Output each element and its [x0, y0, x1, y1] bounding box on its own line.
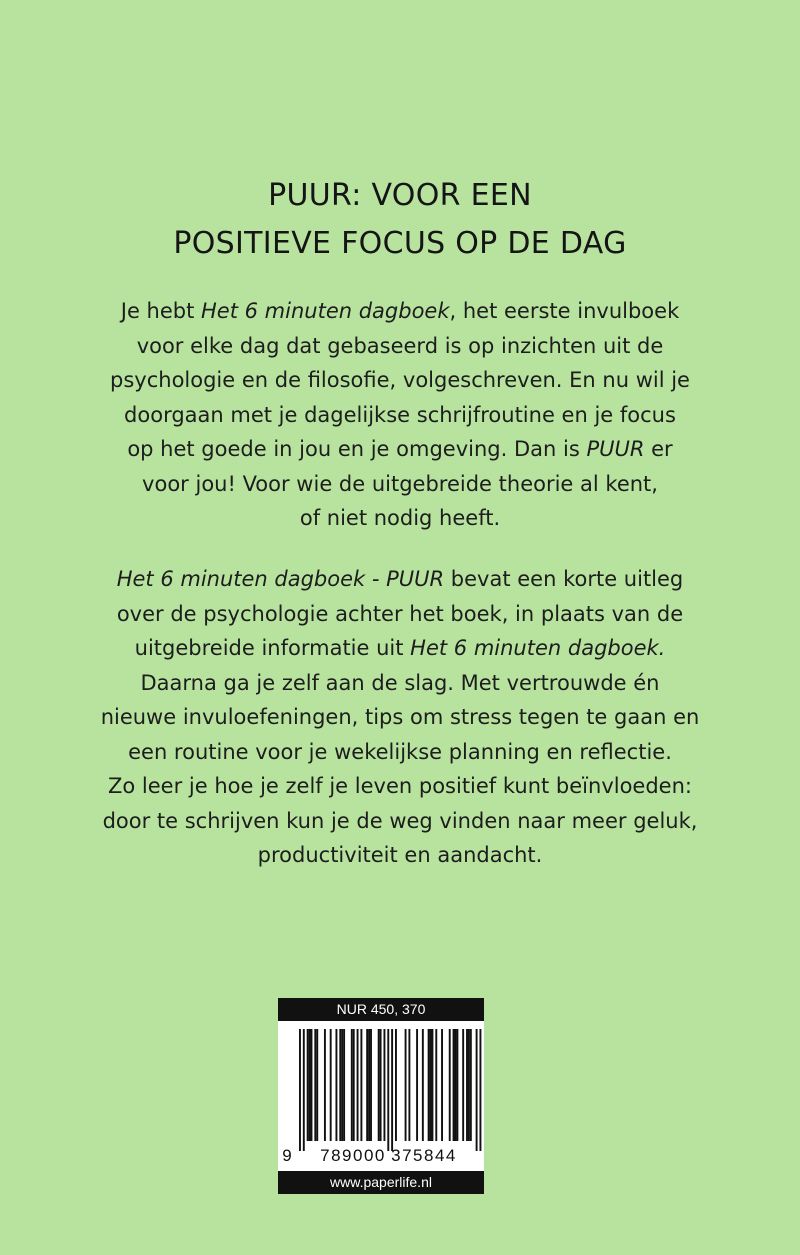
barcode-bar	[405, 1029, 407, 1141]
barcode-bar	[324, 1029, 326, 1141]
barcode-bar	[380, 1029, 382, 1141]
title-line-2: POSITIEVE FOCUS OP DE DAG	[173, 226, 627, 261]
barcode-guard-bar	[476, 1029, 478, 1151]
text-line: of niet nodig heeft.	[299, 506, 501, 530]
isbn-left-group: 789000	[320, 1146, 386, 1165]
book-title-italic: Het 6 minuten dagboek.	[410, 636, 666, 660]
barcode-bar	[470, 1029, 472, 1141]
barcode-bar	[316, 1029, 318, 1141]
book-title-italic: Het 6 minuten dagboek - PUUR	[116, 567, 445, 591]
book-title-italic: Het 6 minuten dagboek	[201, 299, 450, 323]
barcode-bar	[422, 1029, 424, 1141]
barcode-guard-bar	[303, 1029, 305, 1151]
barcode-bar	[357, 1029, 359, 1141]
isbn-right-group: 375844	[391, 1146, 457, 1165]
text-line: psychologie en de filosofie, volgeschreven. En nu wil je	[110, 368, 690, 392]
barcode-bar	[430, 1029, 432, 1141]
text-line: over de psychologie achter het boek, in plaats van de	[116, 601, 684, 626]
title-line-1: PUUR: VOOR EEN	[268, 178, 532, 213]
text-line: Zo leer je hoe je zelf je leven positief kunt beïnvloeden:	[108, 774, 692, 798]
website-url: www.paperlife.nl	[278, 1171, 484, 1194]
barcode-bar	[468, 1029, 470, 1141]
cover-title	[0, 172, 800, 268]
barcode-bar	[366, 1029, 368, 1141]
barcode-bar	[307, 1029, 309, 1141]
text-line: door te schrijven kun je de weg vinden naar meer geluk,	[102, 808, 698, 833]
barcode-guard-bar	[391, 1029, 393, 1151]
barcode-bar	[453, 1029, 455, 1141]
barcode-block	[278, 998, 484, 1194]
text-line: voor elke dag dat gebaseerd is op inzichten uit de	[136, 333, 664, 358]
barcode-guard-bar	[479, 1029, 481, 1151]
text-line: Daarna ga je zelf aan de slag. Met vertrouwde én	[140, 670, 660, 695]
barcode-guard-bar	[299, 1029, 301, 1151]
text-line: Het 6 minuten dagboek - PUUR bevat een korte uitleg	[116, 567, 684, 591]
text-line: voor jou! Voor wie de uitgebreide theorie al kent,	[142, 471, 658, 496]
barcode-bar	[456, 1029, 458, 1141]
text-line: productiviteit en aandacht.	[257, 843, 543, 867]
barcode-bar	[441, 1029, 443, 1141]
barcode-guard-bar	[387, 1029, 389, 1151]
barcode-bar	[395, 1029, 397, 1141]
barcode-bar	[353, 1029, 355, 1141]
text-line: doorgaan met je dagelijkse schrijfroutine en je focus	[124, 402, 676, 427]
barcode-bar	[455, 1029, 457, 1141]
barcode-bar	[330, 1029, 332, 1141]
barcode-bar	[370, 1029, 372, 1141]
intro-paragraph	[0, 294, 800, 536]
barcode-bars	[299, 1029, 481, 1151]
barcode-bar	[428, 1029, 430, 1141]
text-line: nieuwe invuloefeningen, tips om stress tegen te gaan en	[100, 705, 700, 729]
description-paragraph	[0, 562, 800, 873]
isbn-barcode	[278, 1021, 484, 1171]
barcode-bar	[368, 1029, 370, 1141]
barcode-bar	[383, 1029, 385, 1141]
barcode-bar	[343, 1029, 345, 1141]
text-line: op het goede in jou en je omgeving. Dan is PUUR er	[127, 437, 673, 461]
text-line: uitgebreide informatie uit Het 6 minuten dagboek.	[134, 636, 666, 660]
barcode-bar	[335, 1029, 337, 1141]
barcode-bar	[360, 1029, 362, 1141]
barcode-bar	[311, 1029, 313, 1141]
barcode-bar	[378, 1029, 380, 1141]
barcode-bar	[314, 1029, 316, 1141]
nur-code: NUR 450, 370	[278, 998, 484, 1021]
barcode-bar	[416, 1029, 418, 1141]
barcode-bar	[435, 1029, 437, 1141]
text-line: Je hebt Het 6 minuten dagboek, het eerste invulboek	[120, 299, 680, 323]
isbn-first-digit: 9	[282, 1146, 292, 1165]
barcode-bar	[408, 1029, 410, 1141]
barcode-bar	[466, 1029, 468, 1141]
barcode-bar	[449, 1029, 451, 1141]
barcode-bar	[341, 1029, 343, 1141]
barcode-bar	[309, 1029, 311, 1141]
text-line: een routine voor je wekelijkse planning en reflectie.	[128, 739, 672, 764]
barcode-bar	[351, 1029, 353, 1141]
barcode-bar	[431, 1029, 433, 1141]
barcode-bar	[339, 1029, 341, 1141]
puur-italic: PUUR	[586, 437, 645, 461]
barcode-bar	[462, 1029, 464, 1141]
